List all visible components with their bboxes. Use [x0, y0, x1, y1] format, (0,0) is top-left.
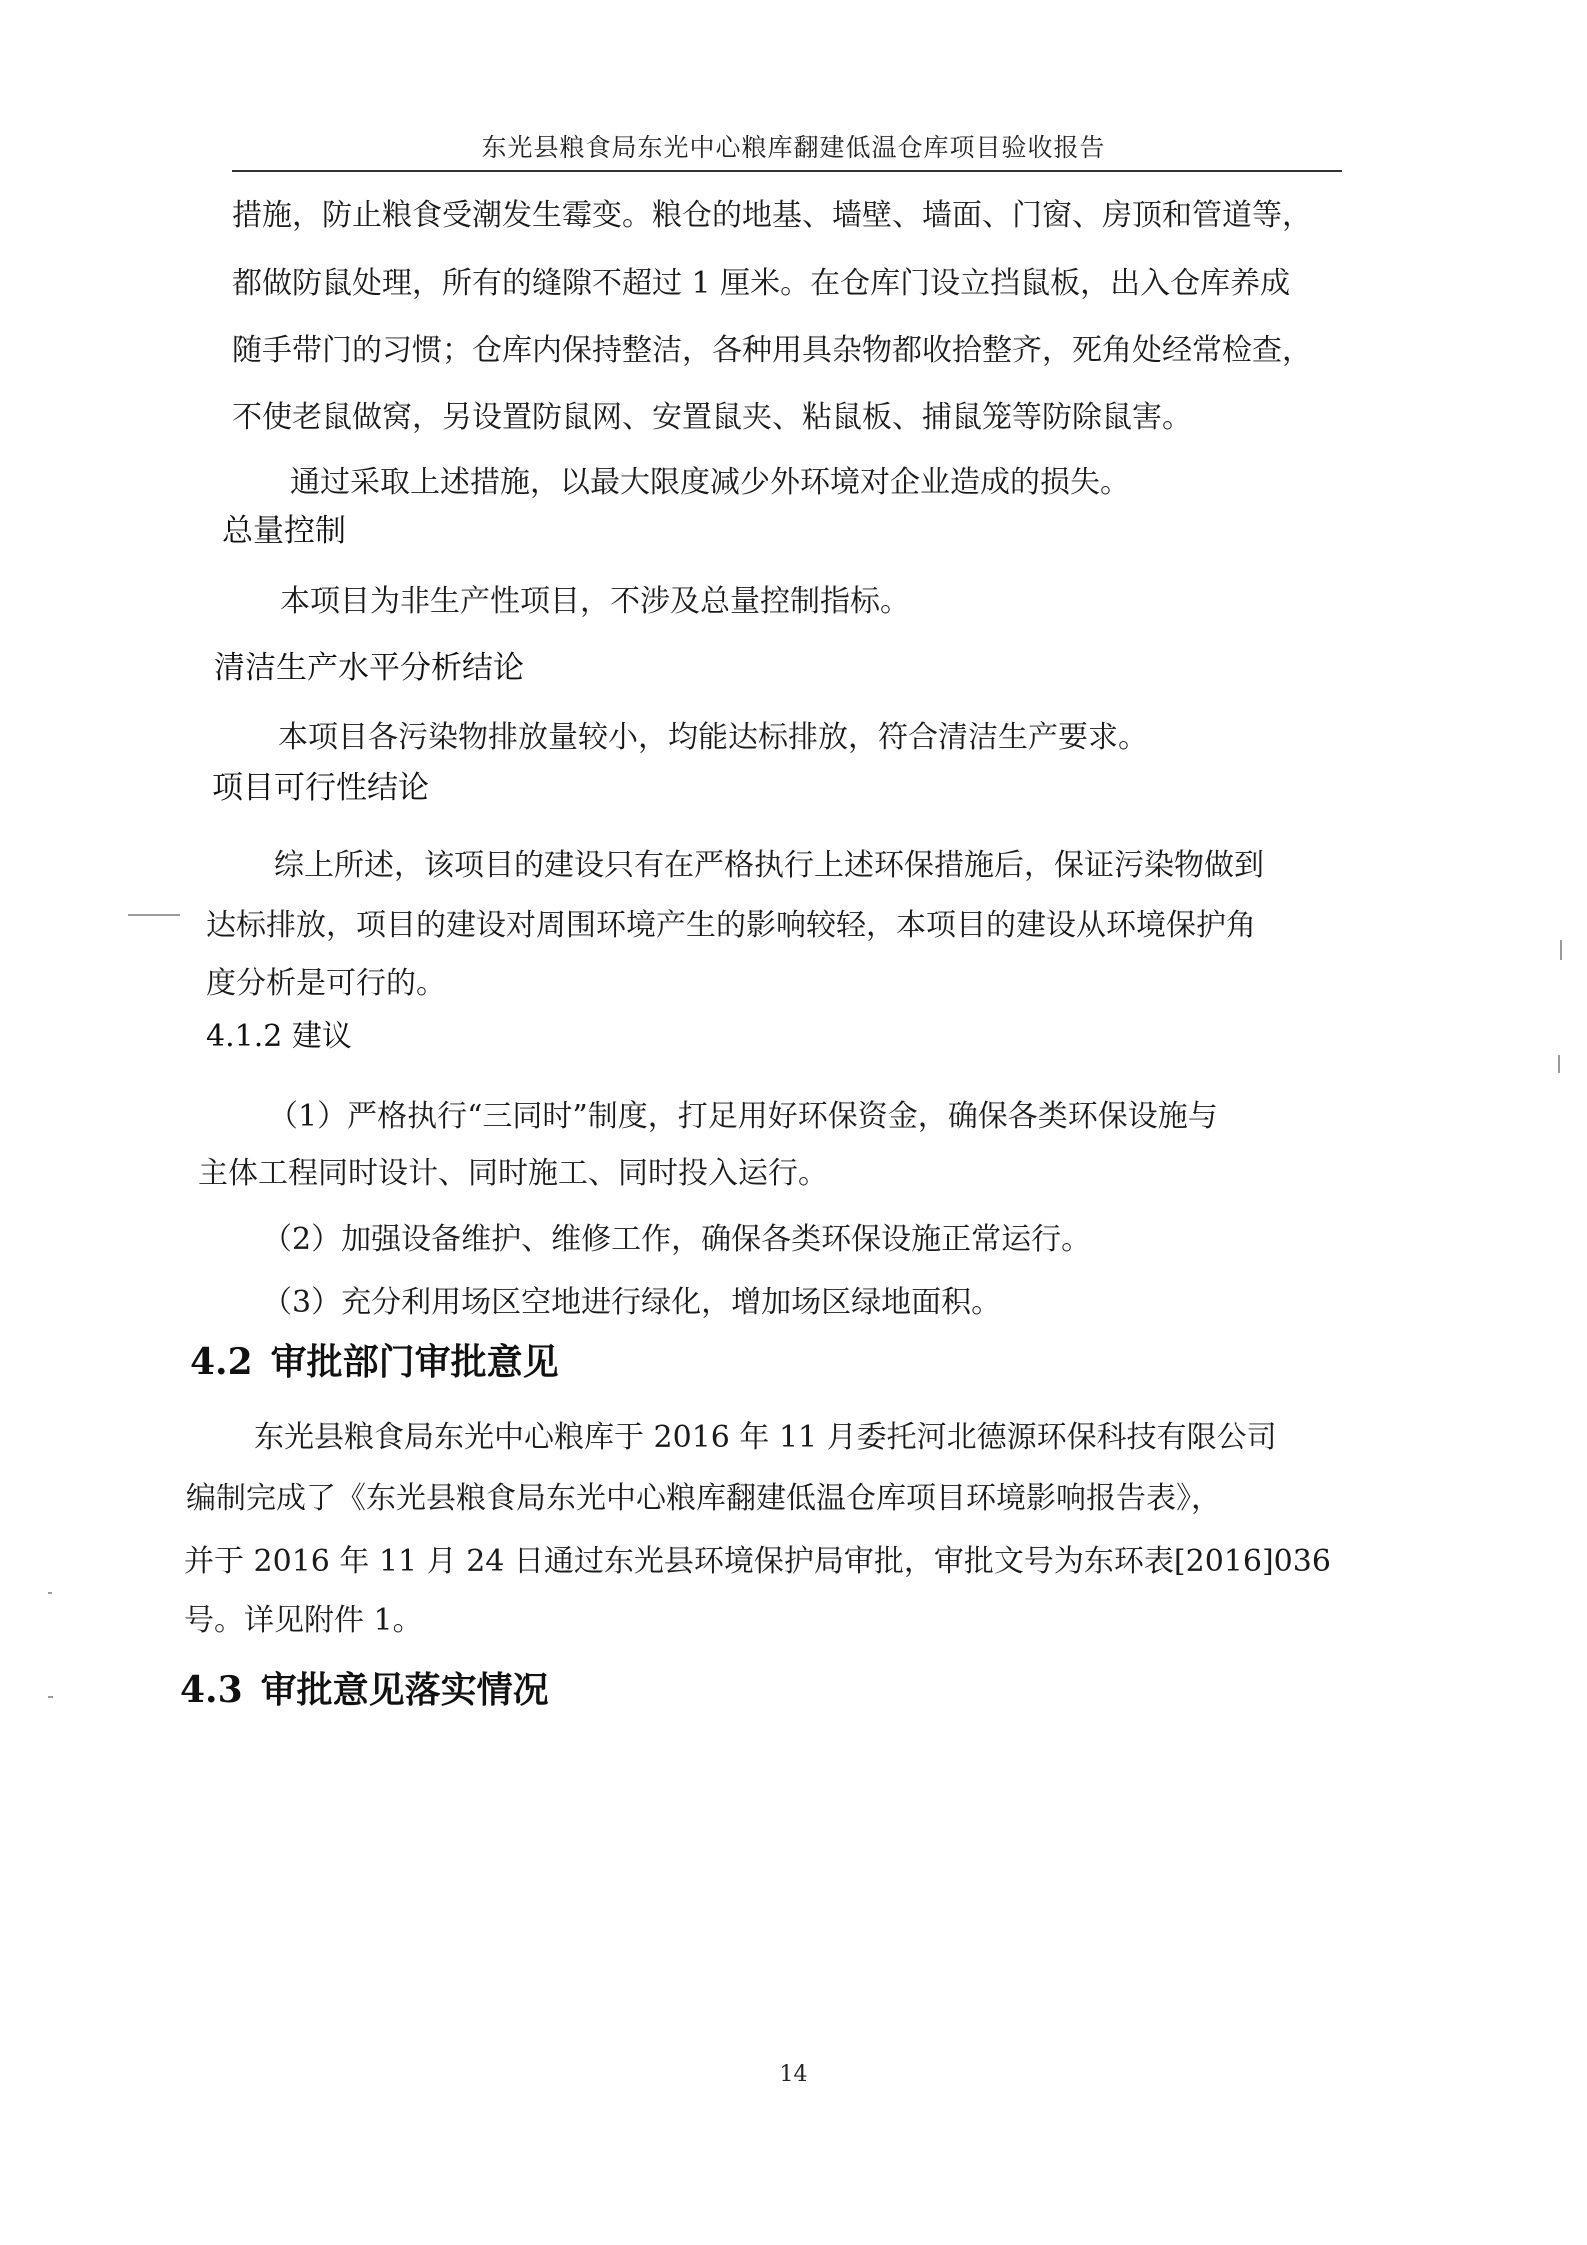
paragraph-line: 编制完成了《东光县粮食局东光中心粮库翻建低温仓库项目环境影响报告表》，	[186, 1481, 1221, 1516]
paragraph-line: 号。详见附件 1。	[184, 1603, 423, 1638]
paragraph-measures: 通过采取上述措施，以最大限度减少外环境对企业造成的损失。	[290, 465, 1130, 500]
heading-total-control: 总量控制	[222, 513, 346, 549]
paragraph-clean-production: 本项目各污染物排放量较小，均能达标排放，符合清洁生产要求。	[278, 720, 1148, 755]
header-rule	[232, 170, 1342, 172]
page-number: 14	[779, 2062, 808, 2087]
scan-artifact	[48, 1696, 53, 1698]
paragraph-line: 随手带门的习惯；仓库内保持整洁，各种用具杂物都收拾整齐，死角处经常检查，	[232, 333, 1312, 368]
section-heading-4-3	[180, 1668, 549, 1712]
paragraph-line: 并于 2016 年 11 月 24 日通过东光县环境保护局审批，审批文号为东环表[2016]036	[184, 1544, 1331, 1579]
heading-suggestions: 4.1.2 建议	[206, 1019, 352, 1054]
paragraph-line: 不使老鼠做窝，另设置防鼠网、安置鼠夹、粘鼠板、捕鼠笼等防除鼠害。	[232, 400, 1192, 435]
paragraph-line: 措施，防止粮食受潮发生霉变。粮仓的地基、墙壁、墙面、门窗、房顶和管道等，	[232, 198, 1312, 233]
heading-feasibility: 项目可行性结论	[212, 770, 429, 806]
section-title: 审批意见落实情况	[260, 1669, 549, 1711]
suggestion-item: （1）严格执行“三同时”制度，打足用好环保资金，确保各类环保设施与	[268, 1099, 1218, 1134]
suggestion-item: （2）加强设备维护、维修工作，确保各类环保设施正常运行。	[262, 1222, 1092, 1257]
section-heading-4-2	[190, 1340, 559, 1384]
paragraph-line: 东光县粮食局东光中心粮库于 2016 年 11 月委托河北德源环保科技有限公司	[254, 1420, 1277, 1455]
paragraph-line: 度分析是可行的。	[206, 966, 446, 1001]
section-title: 审批部门审批意见	[270, 1341, 559, 1383]
scan-artifact	[1558, 1055, 1560, 1073]
paragraph-line: 都做防鼠处理，所有的缝隙不超过 1 厘米。在仓库门设立挡鼠板，出入仓库养成	[232, 266, 1291, 301]
section-number: 4.2	[190, 1341, 253, 1383]
scan-artifact	[128, 914, 180, 916]
heading-clean-production: 清洁生产水平分析结论	[214, 650, 524, 686]
running-header: 东光县粮食局东光中心粮库翻建低温仓库项目验收报告	[481, 133, 1106, 162]
paragraph-line: 达标排放，项目的建设对周围环境产生的影响较轻，本项目的建设从环境保护角	[206, 908, 1256, 943]
suggestion-item: 主体工程同时设计、同时施工、同时投入运行。	[198, 1156, 828, 1191]
scan-artifact	[48, 1592, 52, 1594]
paragraph-total-control: 本项目为非生产性项目，不涉及总量控制指标。	[280, 584, 910, 619]
suggestion-item: （3）充分利用场区空地进行绿化，增加场区绿地面积。	[262, 1285, 1002, 1320]
scan-artifact	[1560, 940, 1562, 960]
paragraph-line: 综上所述，该项目的建设只有在严格执行上述环保措施后，保证污染物做到	[274, 848, 1264, 883]
section-number: 4.3	[180, 1669, 243, 1711]
